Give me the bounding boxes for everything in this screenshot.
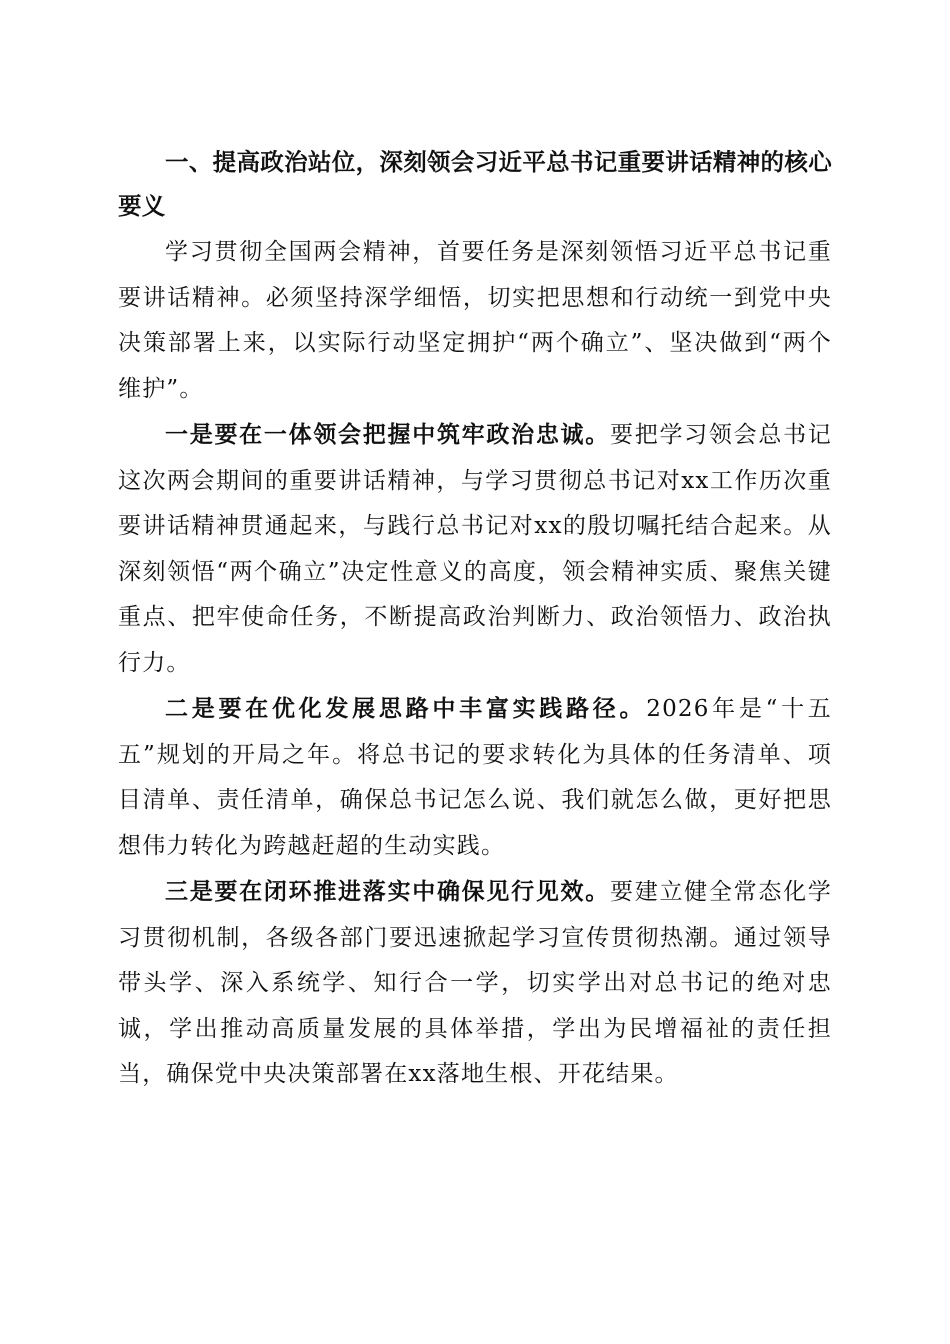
point-paragraph-1	[118, 412, 832, 686]
point-paragraph-3	[118, 869, 832, 1098]
document-page	[118, 140, 832, 1098]
point-paragraph-2	[118, 686, 832, 869]
point-body-3: 要建立健全常态化学习贯彻机制，各级各部门要迅速掀起学习宣传贯彻热潮。通过领导带头学、深入系统学、知行合一学，切实学出对总书记的绝对忠诚，学出推动高质量发展的具体举措，学出为民增福祉的责任担当，确保党中央决策部署在xx落地生根、开花结果。	[118, 879, 832, 1087]
point-body-1: 要把学习领会总书记这次两会期间的重要讲话精神，与学习贯彻总书记对xx工作历次重要讲话精神贯通起来，与践行总书记对xx的殷切嘱托结合起来。从深刻领悟“两个确立”决定性意义的高度，领会精神实质、聚焦关键重点、把牢使命任务，不断提高政治判断力、政治领悟力、政治执行力。	[118, 422, 832, 676]
intro-paragraph: 学习贯彻全国两会精神，首要任务是深刻领悟习近平总书记重要讲话精神。必须坚持深学细悟，切实把思想和行动统一到党中央决策部署上来，以实际行动坚定拥护“两个确立”、坚决做到“两个维护”。	[118, 239, 832, 402]
point-lead-2: 二是要在优化发展思路中丰富实践路径。	[165, 695, 647, 722]
point-lead-3: 三是要在闭环推进落实中确保见行见效。	[165, 878, 611, 905]
section-heading: 一、提高政治站位，深刻领会习近平总书记重要讲话精神的核心要义	[118, 148, 832, 220]
point-lead-1: 一是要在一体领会把握中筑牢政治忠诚。	[165, 421, 611, 448]
point-body-2: 2026年是“十五五”规划的开局之年。将总书记的要求转化为具体的任务清单、项目清单、责任清单，确保总书记怎么说、我们就怎么做，更好把思想伟力转化为跨越赶超的生动实践。	[118, 696, 832, 859]
